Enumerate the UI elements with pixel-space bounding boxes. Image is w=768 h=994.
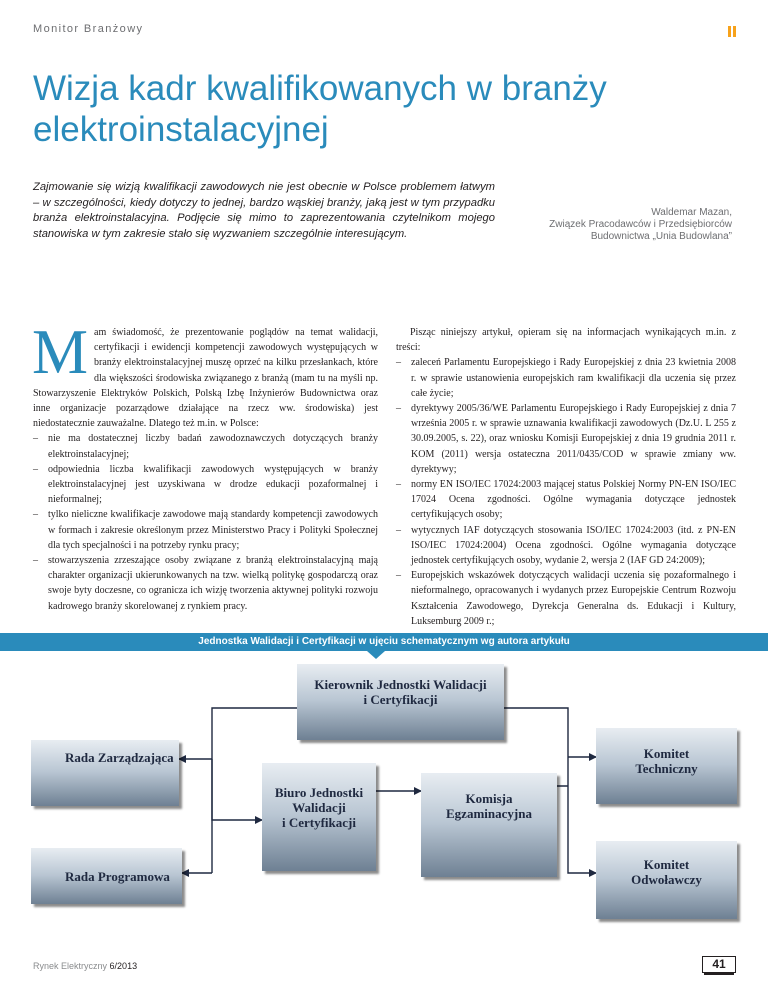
box-biuro-line-2: Walidacji [292,800,346,815]
dropcap: M [32,317,89,387]
section-marker-icon [728,26,736,37]
list-item: – wytycznych IAF dotyczących stosowania ISO/IEC 17024:2003 (itd. z PN-EN ISO/IEC 17024:2004) Ocena zgodności. Ogólne wymagania dotyczące jednostek certyfikujących osoby, wydanie 2, wersja 2 (IAF GD 24:2009); [396,523,736,569]
box-komitet-techniczny [596,728,737,804]
author-org-line-1: Związek Pracodawców i Przedsiębiorców [549,219,732,230]
box-komisja-line-2: Egzaminacyjna [446,806,532,821]
box-komisja [421,773,557,877]
box-komitet-odwolawczy-line-1: Komitet [643,857,690,872]
magazine-name: Rynek Elektryczny [33,961,108,971]
box-rada-zarzadzajaca-label: Rada Zarządzająca [65,750,174,765]
page-number: 41 [702,956,736,973]
box-biuro-line-3: i Certyfikacji [281,815,356,830]
list-item: – nie ma dostatecznej liczby badań zawodoznawczych dotyczących branży elektroinstalacyjnej; [33,431,378,461]
box-komitet-odwolawczy-line-2: Odwoławczy [631,872,702,887]
box-biuro-line-1: Biuro Jednostki [274,785,364,800]
box-kierownik-line-1: Kierownik Jednostki Walidacji [314,677,487,692]
box-komitet-odwolawczy [596,841,737,919]
right-bullet-list [396,355,736,629]
left-intro-paragraph [32,317,378,431]
list-item: – tylko nieliczne kwalifikacje zawodowe mają standardy kompetencji zawodowych w formach i zakresie określonym przez Ministerstwo Pracy i Polityki Społecznej dla tych specjalności i na potrzeby rynku pracy; [33,507,378,553]
list-item: – dyrektywy 2005/36/WE Parlamentu Europejskiego i Rady Europejskiej z dnia 7 września 2005 r. w sprawie uznawania kwalifikacji zawodowych (Dz.U. L 255 z 30.09.2005, s. 22), oraz wniosku Komisji Europejskiej z dnia 19 grudnia 2011 r. KOM (2011) wersja ostateczna 2011/0435/COD w sprawie zmiany ww. dyrektywy; [396,401,736,477]
box-rada-programowa-label: Rada Programowa [65,868,170,884]
article-lead: Zajmowanie się wizją kwalifikacji zawodowych nie jest obecnie w Polsce problemem łatwym – w szczególności, kiedy dotyczy to jednej, bardzo wąskiej branży, jaką jest w tym przypadku branża elektroinstalacyjna. Podjęcie się mimo to zaprezentowania czytelnikom mojego stanowiska w tym zakresie stało się wyzwaniem szczególnie interesującym. [33,181,495,240]
author-name: Waldemar Mazan, [651,207,732,218]
author-org-line-2: Budownictwa „Unia Budowlana” [590,231,732,242]
box-kierownik [297,664,504,740]
box-komitet-techniczny-line-1: Komitet [643,746,690,761]
diagram-caption: Jednostka Walidacji i Certyfikacji w ujęciu schematycznym wg autora artykułu [0,633,768,651]
footer-magazine [33,961,137,971]
article-title: Wizja kadr kwalifikowanych w branży elektroinstalacyjnej [33,69,607,149]
left-column [32,317,378,614]
left-bullet-list [33,431,378,613]
box-komisja-line-1: Komisja [465,791,513,806]
box-rada-zarzadzajaca [31,740,179,806]
box-rada-programowa [31,848,182,904]
section-label: Monitor Branżowy [33,23,144,35]
list-item: – Europejskich wskazówek dotyczących walidacji uczenia się pozaformalnego i nieformalnego, opracowanych i wydanych przez Europejskie Centrum Rozwoju Kształcenia Zawodowego, Dyrekcja Generalna ds. Edukacji i Kultury, Luksemburg 2009 r.; [396,568,736,629]
box-kierownik-line-2: i Certyfikacji [363,692,438,707]
org-diagram [0,651,768,994]
list-item: – stowarzyszenia zrzeszające osoby związane z branżą elektroinstalacyjną mają charakter organizacji ukierunkowanych na tzw. wielką politykę gospodarczą oraz swoje byty doczesne, co ogranicza ich wizję tworzenia aktywnej polityki rozwoju kadrowego branży skorelowanej z rynkiem pracy. [33,553,378,614]
list-item: – zaleceń Parlamentu Europejskiego i Rady Europejskiej z dnia 23 kwietnia 2008 r. w sprawie ustanowienia europejskich ram kwalifikacji dla uczenia się przez całe życie; [396,355,736,401]
box-biuro [262,763,376,871]
issue-number: 6/2013 [109,961,138,971]
list-item: – odpowiednia liczba kwalifikacji zawodowych występujących w branży elektroinstalacyjnej jest uzyskiwana w drodze edukacji pozaformalnej i nieformalnej; [33,462,378,508]
list-item: – normy EN ISO/IEC 17024:2003 mającej status Polskiej Normy PN-EN ISO/IEC 17024 Ocena zgodności. Ogólne wymagania dotyczące jednostek certyfikujących osoby; [396,477,736,523]
left-intro-text: am świadomość, że prezentowanie poglądów na temat walidacji, certyfikacji i ewidencji kompetencji zawodowych występujących w branży elektroinstalacyjnej muszę oprzeć na kilku przesłankach, które dla większości środowiska związanego z branżą (mam tu na myśli np. Stowarzyszenie Elektryków Polskich, Polską Izbę Inżynierów Budownictwa oraz inne organizacje pozarządowe działające na rzecz ww. środowiska) jest niedostatecznie zauważalne. Dlatego też m.in. w Polsce: [33,327,378,430]
author-block [512,207,732,243]
box-komitet-techniczny-line-2: Techniczny [635,761,698,776]
right-intro-paragraph: Pisząc niniejszy artykuł, opieram się na informacjach wynikających m.in. z treści: [396,327,736,354]
right-column [396,325,736,629]
